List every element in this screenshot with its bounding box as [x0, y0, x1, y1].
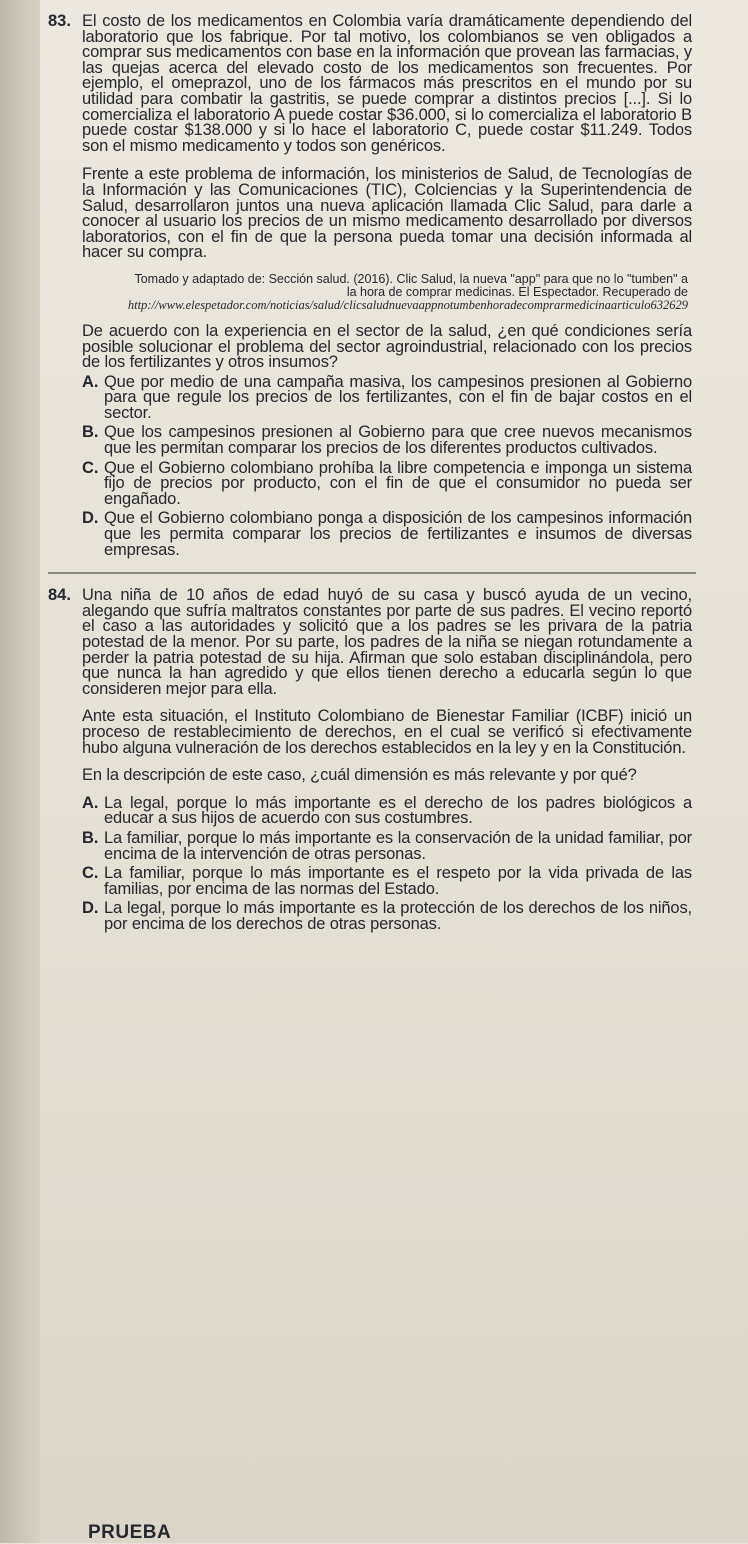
option-letter: B.: [82, 423, 99, 442]
context-paragraph-2: Frente a este problema de información, los ministerios de Salud, de Tecnologías de la Información y las Comunicaciones (TIC), Colciencias y la Superintendencia de Salud, desarrollaron juntos una nueva aplicación llamada Clic Salud, para darle a conocer al usuario los precios de un mismo medicamento desarrollado por diversos laboratorios, con el fin de que la persona pueda tomar una decisión informada al hacer su compra.: [82, 165, 692, 262]
option-letter: D.: [82, 899, 99, 918]
option-b[interactable]: [82, 828, 692, 863]
option-text: La legal, porque lo más importante es el derecho de los padres biológicos a educar a sus hijos de acuerdo con sus costumbres.: [104, 793, 692, 828]
source-citation: Tomado y adaptado de: Sección salud. (2016). Clic Salud, la nueva "app" para que no lo "tumben" a la hora de comprar medicinas. El Espectador. Recuperado de: [134, 271, 688, 299]
question-prompt: En la descripción de este caso, ¿cuál dimensión es más relevante y por qué?: [82, 766, 637, 785]
option-letter: C.: [82, 458, 99, 477]
source-url: http://www.elespetador.com/noticias/salud/clicsaludnuevaappnotumbenhoradecomprarmedicinaarticulo632629: [127, 297, 688, 312]
question-number: 83.: [48, 12, 71, 30]
section-divider: [48, 572, 696, 574]
question-84: [48, 586, 692, 933]
option-text: La familiar, porque lo más importante es el respeto por la vida privada de las familias, por encima de las normas del Estado.: [104, 864, 692, 898]
option-letter: D.: [82, 509, 99, 528]
option-text: La familiar, porque lo más importante es la conservación de la unidad familiar, por encima de la intervención de otras personas.: [104, 828, 692, 863]
page-footer-label: PRUEBA: [88, 1522, 172, 1543]
question-83: [48, 12, 692, 559]
option-c[interactable]: [82, 866, 692, 897]
option-letter: C.: [82, 864, 99, 883]
option-text: Que el Gobierno colombiano prohíba la libre competencia e imponga un sistema fijo de precios por producto, con el fin de que el consumidor no pueda ser engañado.: [104, 458, 692, 508]
option-d[interactable]: [82, 511, 692, 558]
option-text: Que los campesinos presionen al Gobierno para que cree nuevos mecanismos que les permitan comparar los precios de los diferentes productos cultivados.: [104, 423, 692, 458]
option-text: Que por medio de una campaña masiva, los campesinos presionen al Gobierno para que regule los precios de los fertilizantes, con el fin de bajar costos en el sector.: [104, 372, 692, 422]
option-d[interactable]: [82, 901, 692, 932]
option-letter: B.: [82, 828, 99, 847]
context-paragraph-2: Ante esta situación, el Instituto Colombiano de Bienestar Familiar (ICBF) inició un proceso de restablecimiento de derechos, en el cual se verificó si efectivamente hubo alguna vulneración de los derechos establecidos en la ley y en la Constitución.: [82, 707, 692, 757]
page-edge-shadow: [0, 0, 40, 1543]
option-b[interactable]: [82, 425, 692, 456]
option-letter: A.: [82, 372, 99, 391]
option-letter: A.: [82, 793, 99, 812]
question-prompt: De acuerdo con la experiencia en el sector de la salud, ¿en qué condiciones sería posible solucionar el problema del sector agroindustrial, relacionado con los precios de los fertilizantes y otros insumos?: [82, 321, 692, 372]
question-number: 84.: [48, 586, 71, 605]
option-a[interactable]: [82, 793, 692, 828]
option-c[interactable]: [82, 458, 692, 508]
option-text: Que el Gobierno colombiano ponga a disposición de los campesinos información que les permita comparar los precios de fertilizantes e insumos de diversas empresas.: [104, 509, 692, 559]
context-paragraph-1: Una niña de 10 años de edad huyó de su casa y buscó ayuda de un vecino, alegando que sufría maltratos constantes por parte de sus padres. El vecino reportó el caso a las autoridades y solicitó que a los padres se les privara de la patria potestad de la menor. Por su parte, los padres de la niña se niegan rotundamente a perder la patria potestad de su hija. Afirman que solo estaban disciplinándola, pero que nunca la han agredido y que ellos tienen derecho a educarla según lo que consideren mejor para ella.: [82, 586, 692, 698]
context-paragraph-1: El costo de los medicamentos en Colombia varía dramáticamente dependiendo del laboratorio que los fabrique. Por tal motivo, los colombianos se ven obligados a comprar sus medicamentos con base en la información que provean las farmacias, y las quejas acerca del elevado costo de los medicamentos son frecuentes. Por ejemplo, el omeprazol, uno de los fármacos más prescritos en el mundo por su utilidad para combatir la gastritis, se puede comprar a distintos precios [...]. Si lo comercializa el laboratorio A puede costar $36.000, si lo comercializa el laboratorio B puede costar $138.000 y si lo hace el laboratorio C, puede costar $11.249. Todos son el mismo medicamento y todos son genéricos.: [82, 12, 692, 155]
option-a[interactable]: [82, 372, 692, 422]
option-text: La legal, porque lo más importante es la protección de los derechos de los niños, por encima de los derechos de otras personas.: [104, 899, 692, 933]
